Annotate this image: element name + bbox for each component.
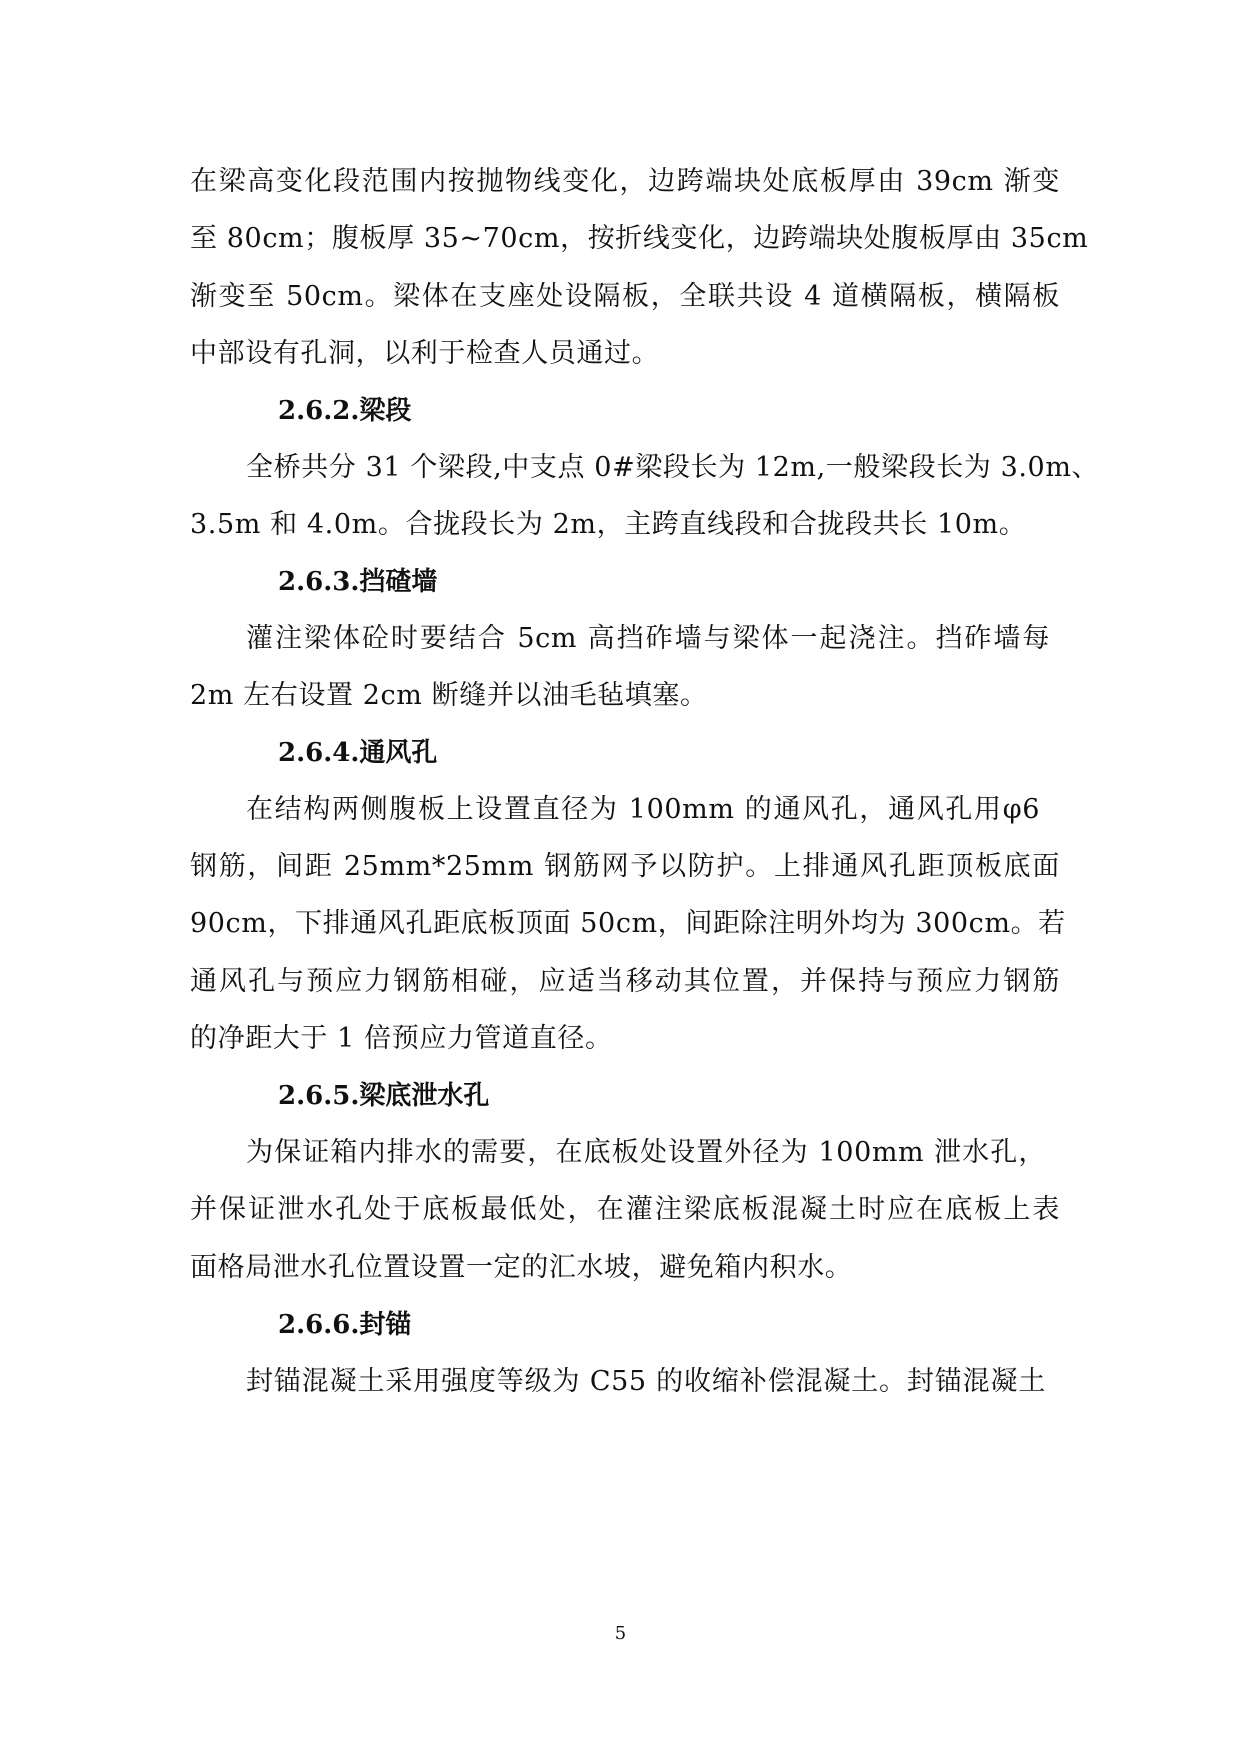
paragraph-line: 通风孔与预应力钢筋相碰，应适当移动其位置，并保持与预应力钢筋: [190, 966, 1060, 997]
paragraph-line: 渐变至 50cm。梁体在支座处设隔板，全联共设 4 道横隔板，横隔板: [190, 281, 1060, 312]
paragraph-line: 至 80cm；腹板厚 35~70cm，按折线变化，边跨端块处腹板厚由 35cm: [190, 223, 1089, 254]
paragraph-line: 中部设有孔洞，以利于检查人员通过。: [190, 338, 660, 369]
paragraph-line: 3.5m 和 4.0m。合拢段长为 2m，主跨直线段和合拢段共长 10m。: [190, 509, 1027, 540]
paragraph-line: 钢筋，间距 25mm*25mm 钢筋网予以防护。上排通风孔距顶板底面: [190, 851, 1060, 882]
section-heading-2-6-4: 2.6.4.通风孔: [278, 738, 438, 768]
page-number: 5: [614, 1623, 627, 1644]
section-heading-2-6-5: 2.6.5.梁底泄水孔: [278, 1081, 490, 1111]
section-heading-2-6-2: 2.6.2.梁段: [278, 396, 412, 426]
section-heading-2-6-3: 2.6.3.挡碴墙: [278, 567, 438, 597]
paragraph-line: 的净距大于 1 倍预应力管道直径。: [190, 1023, 613, 1054]
paragraph-line: 90cm，下排通风孔距底板顶面 50cm，间距除注明外均为 300cm。若: [190, 908, 1066, 939]
section-heading-2-6-6: 2.6.6.封锚: [278, 1310, 412, 1340]
paragraph-line: 全桥共分 31 个梁段,中支点 0#梁段长为 12m,一般梁段长为 3.0m、: [246, 452, 1100, 483]
paragraph-line: 封锚混凝土采用强度等级为 C55 的收缩补偿混凝土。封锚混凝土: [246, 1366, 1046, 1397]
paragraph-line: 并保证泄水孔处于底板最低处，在灌注梁底板混凝土时应在底板上表: [190, 1194, 1060, 1225]
paragraph-line: 在梁高变化段范围内按抛物线变化，边跨端块处底板厚由 39cm 渐变: [190, 166, 1060, 197]
paragraph-line: 在结构两侧腹板上设置直径为 100mm 的通风孔，通风孔用φ6: [246, 794, 1040, 825]
paragraph-line: 为保证箱内排水的需要，在底板处设置外径为 100mm 泄水孔，: [246, 1137, 1046, 1168]
paragraph-line: 灌注梁体砼时要结合 5cm 高挡砟墙与梁体一起浇注。挡砟墙每: [246, 623, 1050, 654]
paragraph-line: 面格局泄水孔位置设置一定的汇水坡，避免箱内积水。: [190, 1252, 853, 1283]
paragraph-line: 2m 左右设置 2cm 断缝并以油毛毡填塞。: [190, 680, 708, 711]
